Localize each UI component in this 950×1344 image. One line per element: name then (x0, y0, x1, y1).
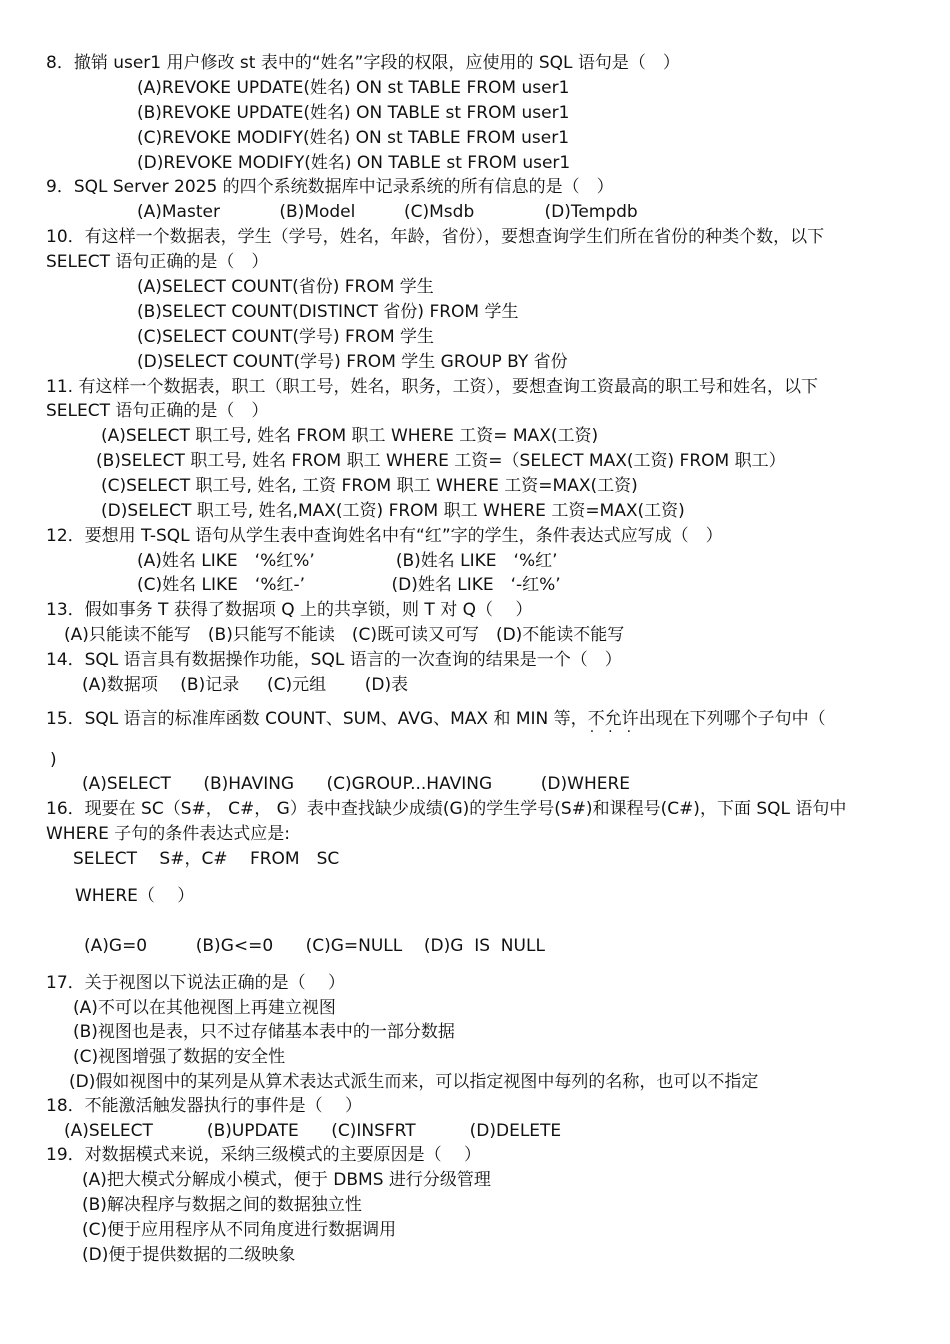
q16-sql-where: WHERE（ ） (75, 886, 195, 906)
q15-stem-post: 出现在下列哪个子句中（ (638, 709, 826, 729)
q16-stem-line1: 16．现要在 SC（S#， C#， G）表中查找缺少成绩(G)的学生学号(S#)和课程号(C#)，下面 SQL 语句中 (46, 799, 847, 819)
q17-option-b: (B)视图也是表，只不过存储基本表中的一部分数据 (73, 1022, 455, 1042)
q16-sql-select: SELECT S#，C# FROM SC (73, 849, 340, 869)
q19-option-b: (B)解决程序与数据之间的数据独立性 (82, 1195, 362, 1215)
q17-option-a: (A)不可以在其他视图上再建立视图 (73, 998, 336, 1018)
q12-stem: 12．要想用 T-SQL 语句从学生表中查询姓名中有“红”字的学生，条件表达式应写成（ ） (46, 526, 723, 546)
q8-stem: 8．撤销 user1 用户修改 st 表中的“姓名”字段的权限，应使用的 SQL 语句是（ ） (46, 53, 680, 73)
q16-stem-line2: WHERE 子句的条件表达式应是: (46, 824, 291, 844)
q11-option-b: (B)SELECT 职工号, 姓名 FROM 职工 WHERE 工资=（SELECT MAX(工资) FROM 职工） (96, 451, 786, 471)
q17-stem: 17．关于视图以下说法正确的是（ ） (46, 973, 346, 993)
q15-stem-pre: 15．SQL 语言的标准库函数 COUNT、SUM、AVG、MAX 和 MIN 等， (46, 709, 588, 729)
q19-stem: 19．对数据模式来说，采纳三级模式的主要原因是（ ） (46, 1145, 482, 1165)
q10-stem-line1: 10．有这样一个数据表，学生（学号，姓名，年龄，省份），要想查询学生们所在省份的种类个数，以下 (46, 227, 825, 247)
q18-stem: 18．不能激活触发器执行的事件是（ ） (46, 1096, 363, 1116)
q8-option-c: (C)REVOKE MODIFY(姓名) ON st TABLE FROM user1 (137, 128, 570, 148)
q14-options: (A)数据项 (B)记录 (C)元组 (D)表 (82, 675, 409, 695)
q10-stem-line2: SELECT 语句正确的是（ ） (46, 252, 269, 272)
q12-options-ab: (A)姓名 LIKE ‘%红%’ (B)姓名 LIKE ‘%红’ (137, 551, 558, 571)
q17-option-c: (C)视图增强了数据的安全性 (73, 1047, 286, 1067)
q16-options: (A)G=0 (B)G<=0 (C)G=NULL (D)G IS NULL (84, 936, 545, 956)
q9-stem: 9．SQL Server 2025 的四个系统数据库中记录系统的所有信息的是（ ） (46, 177, 614, 197)
q11-stem-line2: SELECT 语句正确的是（ ） (46, 401, 269, 421)
q10-option-d: (D)SELECT COUNT(学号) FROM 学生 GROUP BY 省份 (137, 352, 568, 372)
q10-option-a: (A)SELECT COUNT(省份) FROM 学生 (137, 277, 434, 297)
q8-option-d: (D)REVOKE MODIFY(姓名) ON TABLE st FROM user1 (137, 153, 571, 173)
q14-stem: 14．SQL 语言具有数据操作功能，SQL 语言的一次查询的结果是一个（ ） (46, 650, 622, 670)
q15-stem-close: ) (50, 750, 57, 770)
q19-option-c: (C)便于应用程序从不同角度进行数据调用 (82, 1220, 397, 1240)
q18-options: (A)SELECT (B)UPDATE (C)INSFRT (D)DELETE (64, 1121, 562, 1141)
q12-options-cd: (C)姓名 LIKE ‘%红-’ (D)姓名 LIKE ‘-红%’ (137, 575, 561, 595)
q9-options: (A)Master (B)Model (C)Msdb (D)Tempdb (137, 202, 638, 222)
q11-option-d: (D)SELECT 职工号, 姓名,MAX(工资) FROM 职工 WHERE 工资=MAX(工资) (101, 501, 685, 521)
q8-option-a: (A)REVOKE UPDATE(姓名) ON st TABLE FROM user1 (137, 78, 570, 98)
q19-option-a: (A)把大模式分解成小模式，便于 DBMS 进行分级管理 (82, 1170, 491, 1190)
q11-option-c: (C)SELECT 职工号, 姓名, 工资 FROM 职工 WHERE 工资=MAX(工资) (101, 476, 638, 496)
q11-stem-line1: 11. 有这样一个数据表，职工（职工号，姓名，职务，工资），要想查询工资最高的职工号和姓名，以下 (46, 377, 818, 397)
q13-options: (A)只能读不能写 (B)只能写不能读 (C)既可读又可写 (D)不能读不能写 (64, 625, 625, 645)
q19-option-d: (D)便于提供数据的二级映象 (82, 1245, 296, 1265)
q13-stem: 13．假如事务 T 获得了数据项 Q 上的共享锁，则 T 对 Q（ ） (46, 600, 533, 620)
q15-stem (46, 708, 826, 730)
q10-option-b: (B)SELECT COUNT(DISTINCT 省份) FROM 学生 (137, 302, 519, 322)
q15-options: (A)SELECT (B)HAVING (C)GROUP...HAVING (D)WHERE (82, 774, 631, 794)
q11-option-a: (A)SELECT 职工号, 姓名 FROM 职工 WHERE 工资= MAX(工资) (101, 426, 599, 446)
q10-option-c: (C)SELECT COUNT(学号) FROM 学生 (137, 327, 435, 347)
q15-stem-emphasis: 不允许 · · · (588, 708, 639, 730)
q8-option-b: (B)REVOKE UPDATE(姓名) ON TABLE st FROM user1 (137, 103, 570, 123)
q17-option-d: (D)假如视图中的某列是从算术表达式派生而来，可以指定视图中每列的名称，也可以不指定 (69, 1072, 759, 1092)
